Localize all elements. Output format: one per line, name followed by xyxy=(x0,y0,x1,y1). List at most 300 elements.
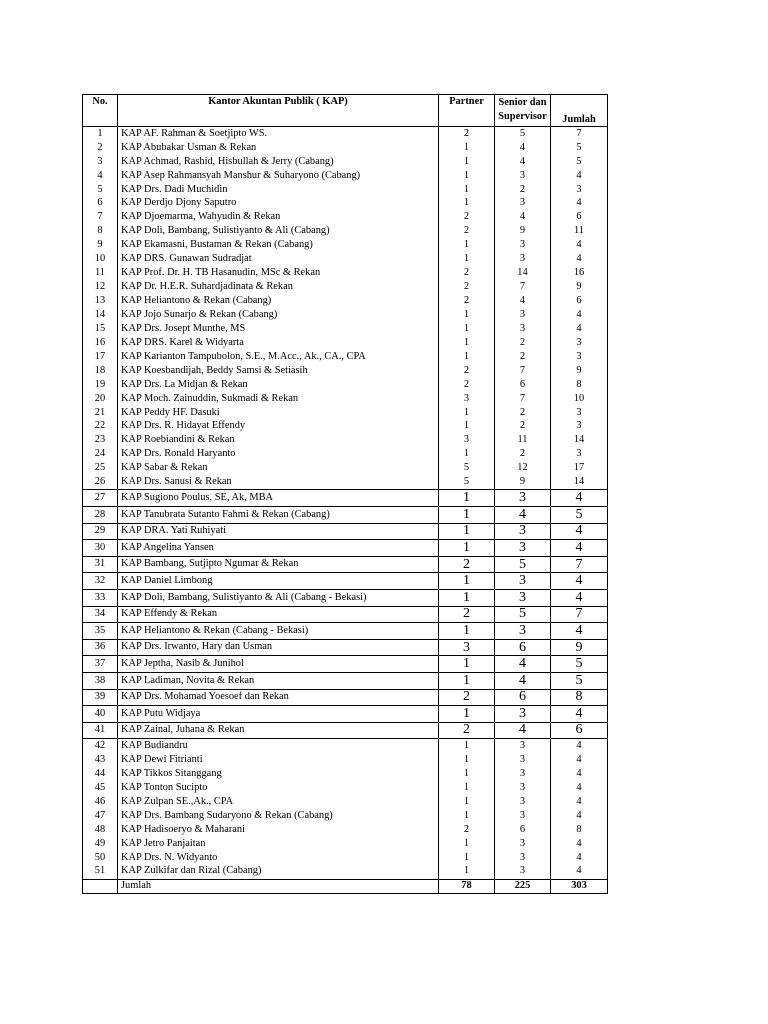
row-no: 18 xyxy=(83,364,118,378)
row-no: 8 xyxy=(83,225,118,239)
table-row xyxy=(83,336,608,350)
row-jumlah: 8 xyxy=(551,378,608,392)
table-row xyxy=(83,639,608,656)
row-supervisor: 7 xyxy=(495,280,551,294)
row-partner: 2 xyxy=(439,225,495,239)
row-supervisor: 6 xyxy=(495,378,551,392)
row-jumlah: 3 xyxy=(551,183,608,197)
row-jumlah: 5 xyxy=(551,506,608,523)
row-supervisor: 3 xyxy=(495,767,551,781)
row-partner: 1 xyxy=(439,739,495,753)
row-partner: 1 xyxy=(439,308,495,322)
row-name: KAP Budiandru xyxy=(118,739,439,753)
row-partner: 1 xyxy=(439,540,495,557)
table-row xyxy=(83,540,608,557)
total-row xyxy=(83,879,608,893)
row-supervisor: 5 xyxy=(495,556,551,573)
row-jumlah: 5 xyxy=(551,141,608,155)
row-jumlah: 14 xyxy=(551,434,608,448)
row-jumlah: 4 xyxy=(551,767,608,781)
row-supervisor: 3 xyxy=(495,573,551,590)
row-name: KAP Putu Widjaya xyxy=(118,706,439,723)
row-no: 10 xyxy=(83,252,118,266)
row-partner: 1 xyxy=(439,406,495,420)
row-jumlah: 4 xyxy=(551,197,608,211)
row-no: 6 xyxy=(83,197,118,211)
row-supervisor: 3 xyxy=(495,197,551,211)
row-jumlah: 4 xyxy=(551,252,608,266)
row-partner: 2 xyxy=(439,364,495,378)
row-supervisor: 2 xyxy=(495,448,551,462)
row-no: 23 xyxy=(83,434,118,448)
row-jumlah: 5 xyxy=(551,656,608,673)
row-jumlah: 4 xyxy=(551,540,608,557)
row-name: KAP Bambang, Sutjipto Ngumar & Rekan xyxy=(118,556,439,573)
row-jumlah: 8 xyxy=(551,823,608,837)
table-row xyxy=(83,656,608,673)
row-name: KAP Heliantono & Rekan (Cabang - Bekasi) xyxy=(118,623,439,640)
row-name: KAP Zulkifar dan Rizal (Cabang) xyxy=(118,865,439,879)
table-row xyxy=(83,573,608,590)
row-jumlah: 9 xyxy=(551,364,608,378)
row-supervisor: 3 xyxy=(495,239,551,253)
row-supervisor: 3 xyxy=(495,851,551,865)
row-no: 44 xyxy=(83,767,118,781)
row-partner: 1 xyxy=(439,141,495,155)
row-partner: 1 xyxy=(439,420,495,434)
row-supervisor: 2 xyxy=(495,350,551,364)
row-no: 45 xyxy=(83,781,118,795)
row-jumlah: 3 xyxy=(551,420,608,434)
row-no: 41 xyxy=(83,722,118,739)
row-partner: 1 xyxy=(439,672,495,689)
table-row xyxy=(83,252,608,266)
row-supervisor: 9 xyxy=(495,475,551,489)
row-jumlah: 4 xyxy=(551,308,608,322)
table-row xyxy=(83,672,608,689)
header-supervisor-line1: Senior dan xyxy=(498,97,547,108)
total-no-cell xyxy=(83,879,118,893)
table-row xyxy=(83,197,608,211)
table-row xyxy=(83,239,608,253)
table-row xyxy=(83,809,608,823)
row-jumlah: 4 xyxy=(551,573,608,590)
table-row xyxy=(83,706,608,723)
row-jumlah: 6 xyxy=(551,294,608,308)
row-name: KAP Angelina Yansen xyxy=(118,540,439,557)
row-partner: 1 xyxy=(439,169,495,183)
row-partner: 2 xyxy=(439,378,495,392)
header-no: No. xyxy=(83,95,118,127)
row-no: 9 xyxy=(83,239,118,253)
row-jumlah: 17 xyxy=(551,462,608,476)
row-supervisor: 4 xyxy=(495,506,551,523)
row-jumlah: 4 xyxy=(551,795,608,809)
row-name: KAP AF. Rahman & Soetjipto WS. xyxy=(118,127,439,141)
row-supervisor: 4 xyxy=(495,211,551,225)
row-jumlah: 3 xyxy=(551,406,608,420)
row-name: KAP Asep Rahmansyah Manshur & Suharyono (Cabang) xyxy=(118,169,439,183)
table-header-row xyxy=(83,95,608,127)
row-name: KAP Zainal, Juhana & Rekan xyxy=(118,722,439,739)
table-row xyxy=(83,155,608,169)
table-row xyxy=(83,837,608,851)
row-no: 48 xyxy=(83,823,118,837)
row-name: KAP Tonton Sucipto xyxy=(118,781,439,795)
row-no: 1 xyxy=(83,127,118,141)
row-jumlah: 14 xyxy=(551,475,608,489)
row-partner: 2 xyxy=(439,127,495,141)
row-jumlah: 8 xyxy=(551,689,608,706)
row-supervisor: 3 xyxy=(495,809,551,823)
row-partner: 1 xyxy=(439,865,495,879)
row-name: KAP Doli, Bambang, Sulistiyanto & Ali (Cabang) xyxy=(118,225,439,239)
table-row xyxy=(83,266,608,280)
row-no: 35 xyxy=(83,623,118,640)
row-no: 12 xyxy=(83,280,118,294)
kap-table xyxy=(82,94,608,894)
table-row xyxy=(83,781,608,795)
row-partner: 1 xyxy=(439,336,495,350)
row-supervisor: 3 xyxy=(495,865,551,879)
row-name: KAP Sabar & Rekan xyxy=(118,462,439,476)
row-supervisor: 3 xyxy=(495,753,551,767)
row-no: 50 xyxy=(83,851,118,865)
row-partner: 2 xyxy=(439,722,495,739)
row-jumlah: 7 xyxy=(551,606,608,623)
row-no: 30 xyxy=(83,540,118,557)
row-no: 43 xyxy=(83,753,118,767)
row-no: 42 xyxy=(83,739,118,753)
row-no: 36 xyxy=(83,639,118,656)
row-supervisor: 2 xyxy=(495,420,551,434)
row-supervisor: 3 xyxy=(495,739,551,753)
row-supervisor: 6 xyxy=(495,639,551,656)
row-supervisor: 2 xyxy=(495,183,551,197)
row-partner: 2 xyxy=(439,556,495,573)
table-row xyxy=(83,434,608,448)
row-no: 51 xyxy=(83,865,118,879)
row-partner: 1 xyxy=(439,837,495,851)
row-name: KAP DRS. Karel & Widyarta xyxy=(118,336,439,350)
row-no: 33 xyxy=(83,589,118,606)
row-name: KAP Karianton Tampubolon, S.E., M.Acc., Ak., CA., CPA xyxy=(118,350,439,364)
row-supervisor: 3 xyxy=(495,589,551,606)
row-name: KAP Drs. Mohamad Yoesoef dan Rekan xyxy=(118,689,439,706)
row-name: KAP Dr. H.E.R. Suhardjadinata & Rekan xyxy=(118,280,439,294)
row-partner: 1 xyxy=(439,350,495,364)
table-row xyxy=(83,308,608,322)
row-name: KAP Moch. Zainuddin, Sukmadi & Rekan xyxy=(118,392,439,406)
row-name: KAP Doli, Bambang, Sulistiyanto & Ali (Cabang - Bekasi) xyxy=(118,589,439,606)
row-partner: 2 xyxy=(439,823,495,837)
row-supervisor: 3 xyxy=(495,781,551,795)
header-supervisor-line2: Supervisor xyxy=(498,110,547,122)
row-no: 7 xyxy=(83,211,118,225)
table-row xyxy=(83,294,608,308)
row-supervisor: 7 xyxy=(495,364,551,378)
row-partner: 1 xyxy=(439,448,495,462)
row-name: KAP Drs. Irwanto, Hary dan Usman xyxy=(118,639,439,656)
row-name: KAP DRS. Gunawan Sudradjat xyxy=(118,252,439,266)
table-row xyxy=(83,739,608,753)
row-partner: 2 xyxy=(439,280,495,294)
table-row xyxy=(83,823,608,837)
table-row xyxy=(83,795,608,809)
row-name: KAP Drs. Dadi Muchidin xyxy=(118,183,439,197)
row-supervisor: 4 xyxy=(495,672,551,689)
row-supervisor: 4 xyxy=(495,155,551,169)
row-jumlah: 4 xyxy=(551,322,608,336)
row-name: KAP Prof. Dr. H. TB Hasanudin, MSc & Rekan xyxy=(118,266,439,280)
row-supervisor: 12 xyxy=(495,462,551,476)
header-partner: Partner xyxy=(439,95,495,127)
row-no: 4 xyxy=(83,169,118,183)
row-partner: 1 xyxy=(439,506,495,523)
row-supervisor: 7 xyxy=(495,392,551,406)
row-name: KAP Jojo Sunarjo & Rekan (Cabang) xyxy=(118,308,439,322)
table-row xyxy=(83,865,608,879)
row-jumlah: 4 xyxy=(551,781,608,795)
header-supervisor xyxy=(495,95,551,127)
row-no: 34 xyxy=(83,606,118,623)
row-supervisor: 3 xyxy=(495,308,551,322)
row-supervisor: 3 xyxy=(495,706,551,723)
row-jumlah: 4 xyxy=(551,490,608,507)
row-jumlah: 4 xyxy=(551,589,608,606)
row-name: KAP Hadisoeryo & Maharani xyxy=(118,823,439,837)
row-partner: 2 xyxy=(439,294,495,308)
row-partner: 3 xyxy=(439,392,495,406)
row-name: KAP Peddy HF. Dasuki xyxy=(118,406,439,420)
row-supervisor: 6 xyxy=(495,689,551,706)
row-name: KAP Drs. La Midjan & Rekan xyxy=(118,378,439,392)
row-partner: 1 xyxy=(439,795,495,809)
row-no: 46 xyxy=(83,795,118,809)
row-no: 17 xyxy=(83,350,118,364)
row-jumlah: 4 xyxy=(551,169,608,183)
row-name: KAP Tikkos Sitanggang xyxy=(118,767,439,781)
row-no: 21 xyxy=(83,406,118,420)
row-no: 5 xyxy=(83,183,118,197)
row-partner: 1 xyxy=(439,197,495,211)
row-jumlah: 4 xyxy=(551,809,608,823)
row-supervisor: 5 xyxy=(495,127,551,141)
row-partner: 2 xyxy=(439,689,495,706)
table-row xyxy=(83,523,608,540)
row-name: KAP Heliantono & Rekan (Cabang) xyxy=(118,294,439,308)
row-jumlah: 5 xyxy=(551,155,608,169)
row-no: 11 xyxy=(83,266,118,280)
row-name: KAP Zulpan SE.,Ak., CPA xyxy=(118,795,439,809)
row-no: 31 xyxy=(83,556,118,573)
row-no: 32 xyxy=(83,573,118,590)
row-no: 19 xyxy=(83,378,118,392)
row-no: 27 xyxy=(83,490,118,507)
row-no: 29 xyxy=(83,523,118,540)
table-row xyxy=(83,556,608,573)
row-jumlah: 5 xyxy=(551,672,608,689)
row-partner: 1 xyxy=(439,155,495,169)
row-jumlah: 4 xyxy=(551,739,608,753)
table-row xyxy=(83,448,608,462)
table-row xyxy=(83,851,608,865)
table-row xyxy=(83,722,608,739)
table-row xyxy=(83,623,608,640)
row-supervisor: 3 xyxy=(495,252,551,266)
row-jumlah: 4 xyxy=(551,865,608,879)
row-supervisor: 2 xyxy=(495,406,551,420)
table-row xyxy=(83,211,608,225)
row-supervisor: 3 xyxy=(495,490,551,507)
row-name: KAP Sugiono Poulus, SE, Ak, MBA xyxy=(118,490,439,507)
row-partner: 1 xyxy=(439,490,495,507)
total-partner: 78 xyxy=(439,879,495,893)
row-partner: 1 xyxy=(439,239,495,253)
row-jumlah: 4 xyxy=(551,851,608,865)
row-no: 25 xyxy=(83,462,118,476)
row-name: KAP Achmad, Rashid, Hisbullah & Jerry (Cabang) xyxy=(118,155,439,169)
row-jumlah: 9 xyxy=(551,280,608,294)
row-jumlah: 9 xyxy=(551,639,608,656)
row-name: KAP Abubakar Usman & Rekan xyxy=(118,141,439,155)
row-supervisor: 5 xyxy=(495,606,551,623)
row-no: 37 xyxy=(83,656,118,673)
row-partner: 1 xyxy=(439,573,495,590)
row-name: KAP Djoemarma, Wahyudin & Rekan xyxy=(118,211,439,225)
row-no: 49 xyxy=(83,837,118,851)
row-jumlah: 3 xyxy=(551,448,608,462)
row-supervisor: 4 xyxy=(495,141,551,155)
row-partner: 1 xyxy=(439,656,495,673)
row-name: KAP Effendy & Rekan xyxy=(118,606,439,623)
row-name: KAP Roebiandini & Rekan xyxy=(118,434,439,448)
row-supervisor: 6 xyxy=(495,823,551,837)
row-partner: 1 xyxy=(439,252,495,266)
row-partner: 5 xyxy=(439,462,495,476)
table-row xyxy=(83,689,608,706)
row-name: KAP Drs. Ronald Haryanto xyxy=(118,448,439,462)
row-name: KAP Drs. N. Widyanto xyxy=(118,851,439,865)
table-row xyxy=(83,406,608,420)
table-row xyxy=(83,753,608,767)
table-row xyxy=(83,767,608,781)
row-partner: 3 xyxy=(439,639,495,656)
row-name: KAP Drs. Sanusi & Rekan xyxy=(118,475,439,489)
row-partner: 1 xyxy=(439,706,495,723)
row-no: 26 xyxy=(83,475,118,489)
table-row xyxy=(83,420,608,434)
row-partner: 1 xyxy=(439,623,495,640)
row-partner: 1 xyxy=(439,781,495,795)
table-row xyxy=(83,392,608,406)
header-name: Kantor Akuntan Publik ( KAP) xyxy=(118,95,439,127)
row-partner: 1 xyxy=(439,322,495,336)
row-name: KAP DRA. Yati Ruhiyati xyxy=(118,523,439,540)
table-row xyxy=(83,322,608,336)
row-partner: 2 xyxy=(439,211,495,225)
row-supervisor: 9 xyxy=(495,225,551,239)
row-supervisor: 4 xyxy=(495,722,551,739)
row-no: 16 xyxy=(83,336,118,350)
row-supervisor: 4 xyxy=(495,656,551,673)
row-name: KAP Ekamasni, Bustaman & Rekan (Cabang) xyxy=(118,239,439,253)
row-no: 28 xyxy=(83,506,118,523)
row-partner: 1 xyxy=(439,589,495,606)
header-jumlah: Jumlah xyxy=(551,95,608,127)
row-no: 15 xyxy=(83,322,118,336)
table-row xyxy=(83,127,608,141)
row-jumlah: 16 xyxy=(551,266,608,280)
row-no: 3 xyxy=(83,155,118,169)
table-row xyxy=(83,475,608,489)
row-jumlah: 3 xyxy=(551,336,608,350)
row-no: 39 xyxy=(83,689,118,706)
row-partner: 2 xyxy=(439,266,495,280)
row-partner: 1 xyxy=(439,183,495,197)
row-supervisor: 4 xyxy=(495,294,551,308)
row-partner: 1 xyxy=(439,851,495,865)
total-supervisor: 225 xyxy=(495,879,551,893)
table-row xyxy=(83,462,608,476)
row-partner: 1 xyxy=(439,809,495,823)
row-name: KAP Daniel Limbong xyxy=(118,573,439,590)
row-no: 2 xyxy=(83,141,118,155)
row-name: KAP Koesbandijah, Beddy Samsi & Setiasih xyxy=(118,364,439,378)
row-supervisor: 3 xyxy=(495,540,551,557)
row-jumlah: 3 xyxy=(551,350,608,364)
row-no: 40 xyxy=(83,706,118,723)
row-name: KAP Jetro Panjaitan xyxy=(118,837,439,851)
row-supervisor: 3 xyxy=(495,837,551,851)
row-name: KAP Drs. Josept Munthe, MS xyxy=(118,322,439,336)
row-jumlah: 4 xyxy=(551,706,608,723)
row-jumlah: 4 xyxy=(551,623,608,640)
table-row xyxy=(83,183,608,197)
row-jumlah: 11 xyxy=(551,225,608,239)
row-partner: 1 xyxy=(439,753,495,767)
table-row xyxy=(83,506,608,523)
table-row xyxy=(83,141,608,155)
row-name: KAP Drs. Bambang Sudaryono & Rekan (Cabang) xyxy=(118,809,439,823)
table-body xyxy=(83,127,608,880)
row-jumlah: 10 xyxy=(551,392,608,406)
row-partner: 5 xyxy=(439,475,495,489)
row-jumlah: 4 xyxy=(551,753,608,767)
table-row xyxy=(83,169,608,183)
row-no: 20 xyxy=(83,392,118,406)
row-no: 38 xyxy=(83,672,118,689)
row-partner: 3 xyxy=(439,434,495,448)
row-supervisor: 14 xyxy=(495,266,551,280)
row-no: 14 xyxy=(83,308,118,322)
row-partner: 1 xyxy=(439,523,495,540)
row-supervisor: 3 xyxy=(495,169,551,183)
row-supervisor: 3 xyxy=(495,795,551,809)
row-jumlah: 4 xyxy=(551,523,608,540)
table-row xyxy=(83,225,608,239)
row-partner: 1 xyxy=(439,767,495,781)
row-supervisor: 2 xyxy=(495,336,551,350)
row-no: 24 xyxy=(83,448,118,462)
row-supervisor: 11 xyxy=(495,434,551,448)
table-row xyxy=(83,606,608,623)
row-name: KAP Tanubrata Sutanto Fahmi & Rekan (Cabang) xyxy=(118,506,439,523)
row-no: 47 xyxy=(83,809,118,823)
row-jumlah: 6 xyxy=(551,722,608,739)
row-partner: 2 xyxy=(439,606,495,623)
row-supervisor: 3 xyxy=(495,623,551,640)
